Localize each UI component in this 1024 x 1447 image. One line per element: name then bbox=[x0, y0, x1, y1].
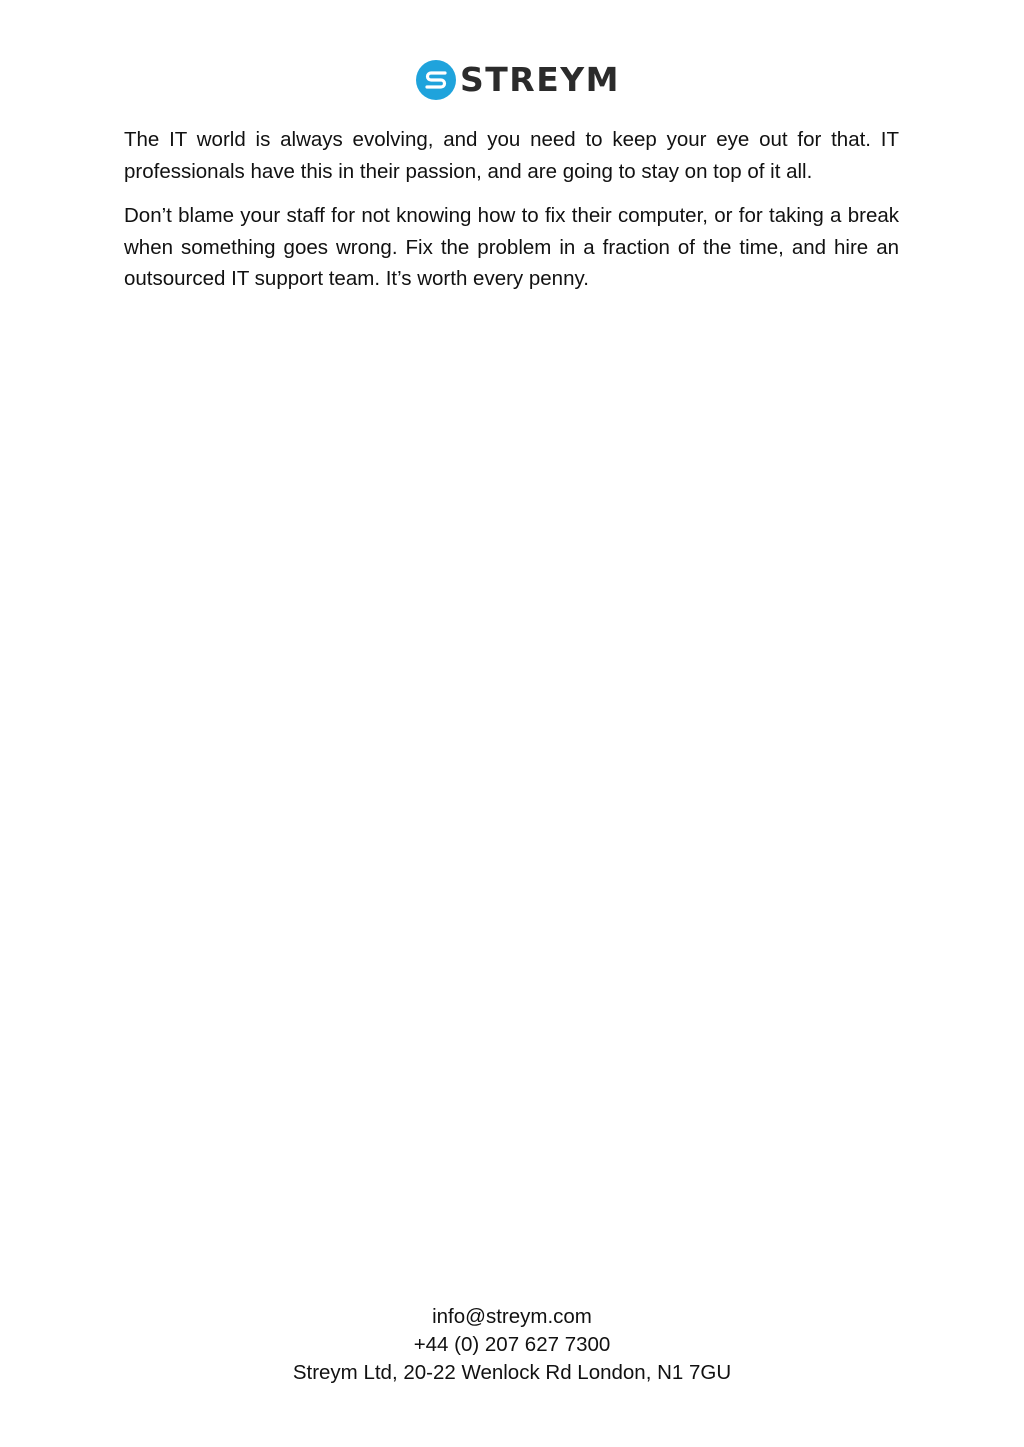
footer-email[interactable]: info@streym.com bbox=[432, 1305, 592, 1328]
document-body bbox=[124, 124, 899, 308]
paragraph: Don’t blame your staff for not knowing how to fix their computer, or for taking a break when something goes wrong. Fix the problem in a fraction of the time, and hire an outsourced IT support team. It’s worth every penny. bbox=[124, 204, 899, 290]
footer-address: Streym Ltd, 20-22 Wenlock Rd London, N1 7GU bbox=[292, 1361, 732, 1384]
paragraph: The IT world is always evolving, and you need to keep your eye out for that. IT professionals have this in their passion, and are going to stay on top of it all. bbox=[124, 128, 899, 183]
footer-phone[interactable]: +44 (0) 207 627 7300 bbox=[413, 1333, 611, 1356]
logo-wordmark: STREYM bbox=[460, 60, 620, 99]
streym-s-logo-icon bbox=[416, 60, 456, 100]
header-logo bbox=[416, 58, 620, 102]
footer-contact bbox=[0, 1303, 1024, 1387]
